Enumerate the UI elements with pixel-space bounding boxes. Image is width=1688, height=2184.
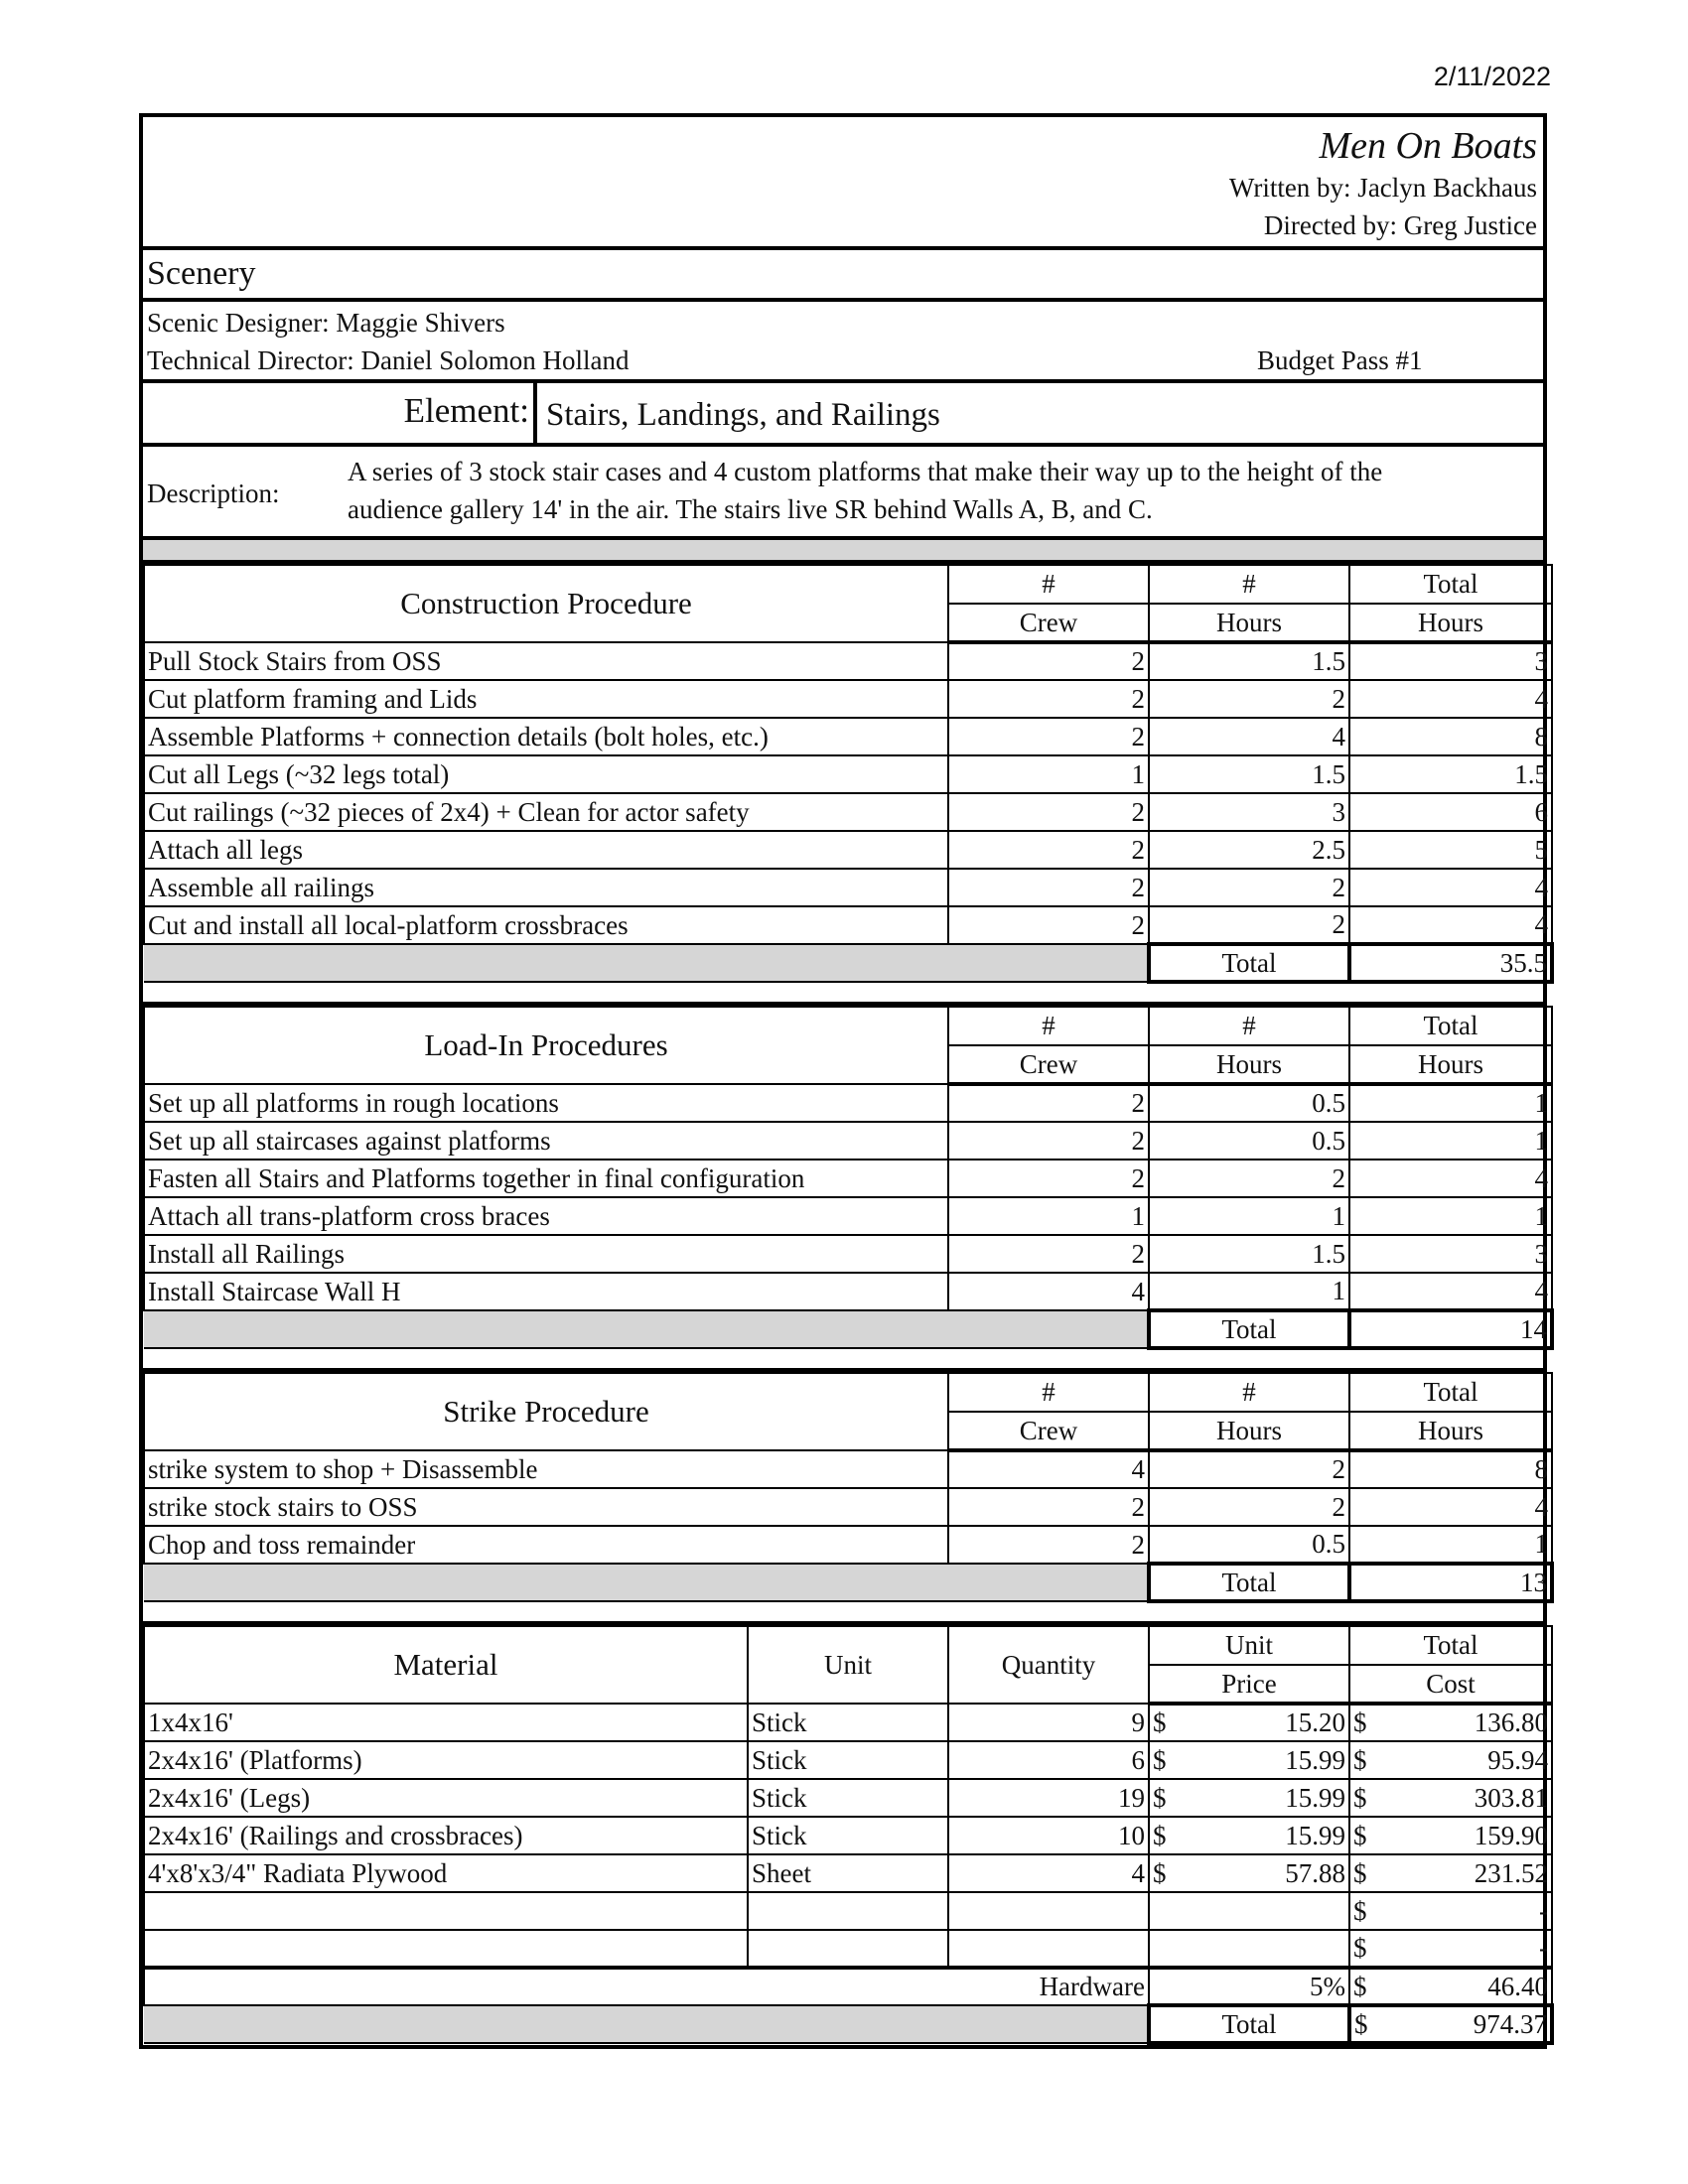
description-line-2: audience gallery 14' in the air. The stairs live SR behind Walls A, B, and C. [348,494,1153,524]
col-crew: Crew [948,604,1149,642]
construction-row [144,869,1552,906]
total-spacer [144,2005,1149,2043]
unit-price-header-1: Unit [1149,1626,1349,1665]
materials-total: $ 974.37 [1349,2005,1552,2043]
element-row [143,383,1543,447]
task-cell: Set up all staircases against platforms [144,1122,948,1160]
strike-row [144,1450,1552,1488]
empty-material-row [144,1930,1552,1968]
material-cell: 4'x8'x3/4" Radiata Plywood [144,1854,748,1892]
crew-cell: 2 [948,869,1149,906]
task-cell: Assemble Platforms + connection details (bolt holes, etc.) [144,718,948,755]
crew-cell: 2 [948,718,1149,755]
crew-cell: 1 [948,755,1149,793]
total-hours-cell: 8 [1349,1450,1552,1488]
department-title: Scenery [143,250,1543,302]
task-cell: Install Staircase Wall H [144,1273,948,1310]
hardware-percent: 5% [1149,1968,1349,2005]
total-hours-cell: 3 [1349,1235,1552,1273]
total-label: Total [1149,1310,1349,1348]
total-cost-cell: $ 231.52 [1349,1854,1552,1892]
loadin-row [144,1197,1552,1235]
task-cell: Assemble all railings [144,869,948,906]
crew-cell: 2 [948,1084,1149,1122]
material-cell: 2x4x16' (Legs) [144,1779,748,1817]
total-hours-cell: 3 [1349,642,1552,680]
task-cell: Chop and toss remainder [144,1526,948,1564]
crew-cell: 2 [948,793,1149,831]
loadin-table [143,1006,1554,1350]
col-crew: Crew [948,1045,1149,1084]
technical-director: Technical Director: Daniel Solomon Holland [147,345,630,375]
loadin-row [144,1084,1552,1122]
loadin-rows [144,1084,1552,1310]
total-hours-cell: 4 [1349,1160,1552,1197]
unit-cell: Stick [748,1817,948,1854]
col-hash: # [1149,565,1349,604]
description-line-1: A series of 3 stock stair cases and 4 custom platforms that make their way up to the height of the [348,457,1383,486]
gray-spacer [143,540,1543,564]
construction-row [144,831,1552,869]
col-hours: Hours [1349,604,1552,642]
hours-cell: 0.5 [1149,1526,1349,1564]
hours-cell: 2 [1149,680,1349,718]
col-hours: Hours [1349,1412,1552,1450]
construction-total: 35.5 [1349,944,1552,982]
task-cell: Fasten all Stairs and Platforms together in final configuration [144,1160,948,1197]
col-hours: Hours [1149,1045,1349,1084]
budget-pass: Budget Pass #1 [1257,345,1423,375]
task-cell: Cut all Legs (~32 legs total) [144,755,948,793]
crew-cell: 2 [948,642,1149,680]
total-cost-header-2: Cost [1349,1665,1552,1704]
description-label: Description: [147,478,280,508]
unit-header: Unit [748,1626,948,1704]
total-hours-cell: 1 [1349,1084,1552,1122]
total-label: Total [1149,2005,1349,2043]
hours-cell: 1.5 [1149,1235,1349,1273]
crew-cell: 1 [948,1197,1149,1235]
loadin-row [144,1122,1552,1160]
quantity-header: Quantity [948,1626,1149,1704]
construction-table [143,564,1554,984]
quantity-cell: 10 [948,1817,1149,1854]
empty-material-row [144,1892,1552,1930]
hours-cell: 1.5 [1149,755,1349,793]
col-total: Total [1349,565,1552,604]
element-value: Stairs, Landings, and Railings [546,397,940,433]
unit-price-cell: $ 15.99 [1149,1741,1349,1779]
hardware-cost: $ 46.40 [1349,1968,1552,2005]
directed-by: Directed by: Greg Justice [1263,210,1537,240]
loadin-row [144,1273,1552,1310]
task-cell: Cut platform framing and Lids [144,680,948,718]
crew-cell: 4 [948,1450,1149,1488]
crew-cell: 2 [948,906,1149,944]
col-crew: Crew [948,1412,1149,1450]
written-by: Written by: Jaclyn Backhaus [1228,173,1537,203]
col-hash: # [1149,1373,1349,1412]
description-text [348,453,1529,528]
strike-row [144,1526,1552,1564]
section-gap [143,984,1543,1006]
total-hours-cell: 4 [1349,680,1552,718]
show-title: Men On Boats [1319,125,1537,167]
total-hours-cell: 6 [1349,793,1552,831]
hours-cell: 4 [1149,718,1349,755]
quantity-cell: 19 [948,1779,1149,1817]
strike-total: 13 [1349,1564,1552,1601]
material-rows [144,1704,1552,1892]
task-cell: Install all Railings [144,1235,948,1273]
crew-cell: 2 [948,1122,1149,1160]
total-hours-cell: 4 [1349,869,1552,906]
total-cost-cell: $ 95.94 [1349,1741,1552,1779]
total-hours-cell: 1 [1349,1526,1552,1564]
total-label: Total [1149,944,1349,982]
staff-info [143,302,1543,383]
hours-cell: 2 [1149,869,1349,906]
print-date: 2/11/2022 [1433,62,1551,91]
empty-cost-cell: $ - [1349,1892,1552,1930]
total-hours-cell: 4 [1349,1273,1552,1310]
quantity-cell: 6 [948,1741,1149,1779]
material-header: Material [144,1626,748,1704]
total-spacer [144,1310,1149,1348]
material-row [144,1779,1552,1817]
task-cell: Cut railings (~32 pieces of 2x4) + Clean for actor safety [144,793,948,831]
crew-cell: 2 [948,1488,1149,1526]
strike-rows [144,1450,1552,1564]
total-hours-cell: 4 [1349,1488,1552,1526]
unit-cell: Stick [748,1704,948,1741]
section-gap [143,1350,1543,1372]
task-cell: strike system to shop + Disassemble [144,1450,948,1488]
unit-price-cell: $ 57.88 [1149,1854,1349,1892]
task-cell: Attach all trans-platform cross braces [144,1197,948,1235]
total-hours-cell: 5 [1349,831,1552,869]
scenic-designer: Scenic Designer: Maggie Shivers [147,308,505,338]
col-hours: Hours [1149,604,1349,642]
task-cell: Set up all platforms in rough locations [144,1084,948,1122]
unit-price-header-2: Price [1149,1665,1349,1704]
crew-cell: 2 [948,1235,1149,1273]
hours-cell: 2 [1149,1450,1349,1488]
total-hours-cell: 1 [1349,1197,1552,1235]
construction-row [144,642,1552,680]
budget-sheet [139,113,1547,2049]
col-total: Total [1349,1373,1552,1412]
crew-cell: 2 [948,1160,1149,1197]
task-cell: Attach all legs [144,831,948,869]
col-hours: Hours [1149,1412,1349,1450]
hours-cell: 2 [1149,1488,1349,1526]
total-hours-cell: 1 [1349,1122,1552,1160]
loadin-row [144,1235,1552,1273]
hours-cell: 1 [1149,1197,1349,1235]
crew-cell: 2 [948,831,1149,869]
total-hours-cell: 8 [1349,718,1552,755]
total-cost-cell: $ 303.81 [1349,1779,1552,1817]
show-header [143,117,1543,250]
col-hash: # [948,565,1149,604]
empty-cost-cell: $ - [1349,1930,1552,1968]
loadin-title: Load-In Procedures [144,1007,948,1084]
strike-title: Strike Procedure [144,1373,948,1450]
loadin-total: 14 [1349,1310,1552,1348]
material-cell: 2x4x16' (Railings and crossbraces) [144,1817,748,1854]
construction-row [144,680,1552,718]
crew-cell: 2 [948,1526,1149,1564]
materials-table [143,1625,1554,2045]
col-total: Total [1349,1007,1552,1045]
total-cost-cell: $ 136.80 [1349,1704,1552,1741]
col-hash: # [948,1373,1149,1412]
unit-price-cell: $ 15.99 [1149,1817,1349,1854]
strike-table [143,1372,1554,1603]
strike-row [144,1488,1552,1526]
hours-cell: 1.5 [1149,642,1349,680]
quantity-cell: 9 [948,1704,1149,1741]
hours-cell: 0.5 [1149,1084,1349,1122]
hours-cell: 2 [1149,1160,1349,1197]
material-row [144,1741,1552,1779]
total-spacer [144,944,1149,982]
task-cell: Cut and install all local-platform crossbraces [144,906,948,944]
col-hash: # [948,1007,1149,1045]
unit-cell: Sheet [748,1854,948,1892]
hours-cell: 1 [1149,1273,1349,1310]
construction-row [144,718,1552,755]
material-cell: 2x4x16' (Platforms) [144,1741,748,1779]
unit-cell: Stick [748,1779,948,1817]
hardware-row [144,1968,1552,2005]
construction-title: Construction Procedure [144,565,948,642]
task-cell: strike stock stairs to OSS [144,1488,948,1526]
task-cell: Pull Stock Stairs from OSS [144,642,948,680]
construction-row [144,906,1552,944]
material-row [144,1817,1552,1854]
total-label: Total [1149,1564,1349,1601]
construction-row [144,755,1552,793]
material-row [144,1854,1552,1892]
material-cell: 1x4x16' [144,1704,748,1741]
unit-price-cell: $ 15.20 [1149,1704,1349,1741]
crew-cell: 2 [948,680,1149,718]
col-hours: Hours [1349,1045,1552,1084]
hours-cell: 3 [1149,793,1349,831]
element-label: Element: [143,383,537,443]
total-cost-header-1: Total [1349,1626,1552,1665]
section-gap [143,1603,1543,1625]
hardware-label: Hardware [144,1968,1149,2005]
unit-price-cell: $ 15.99 [1149,1779,1349,1817]
hours-cell: 2 [1149,906,1349,944]
total-hours-cell: 1.5 [1349,755,1552,793]
total-spacer [144,1564,1149,1601]
hours-cell: 2.5 [1149,831,1349,869]
loadin-row [144,1160,1552,1197]
total-hours-cell: 4 [1349,906,1552,944]
material-row [144,1704,1552,1741]
col-hash: # [1149,1007,1349,1045]
construction-rows [144,642,1552,944]
description-row [143,447,1543,540]
total-cost-cell: $ 159.90 [1349,1817,1552,1854]
unit-cell: Stick [748,1741,948,1779]
crew-cell: 4 [948,1273,1149,1310]
hours-cell: 0.5 [1149,1122,1349,1160]
quantity-cell: 4 [948,1854,1149,1892]
construction-row [144,793,1552,831]
